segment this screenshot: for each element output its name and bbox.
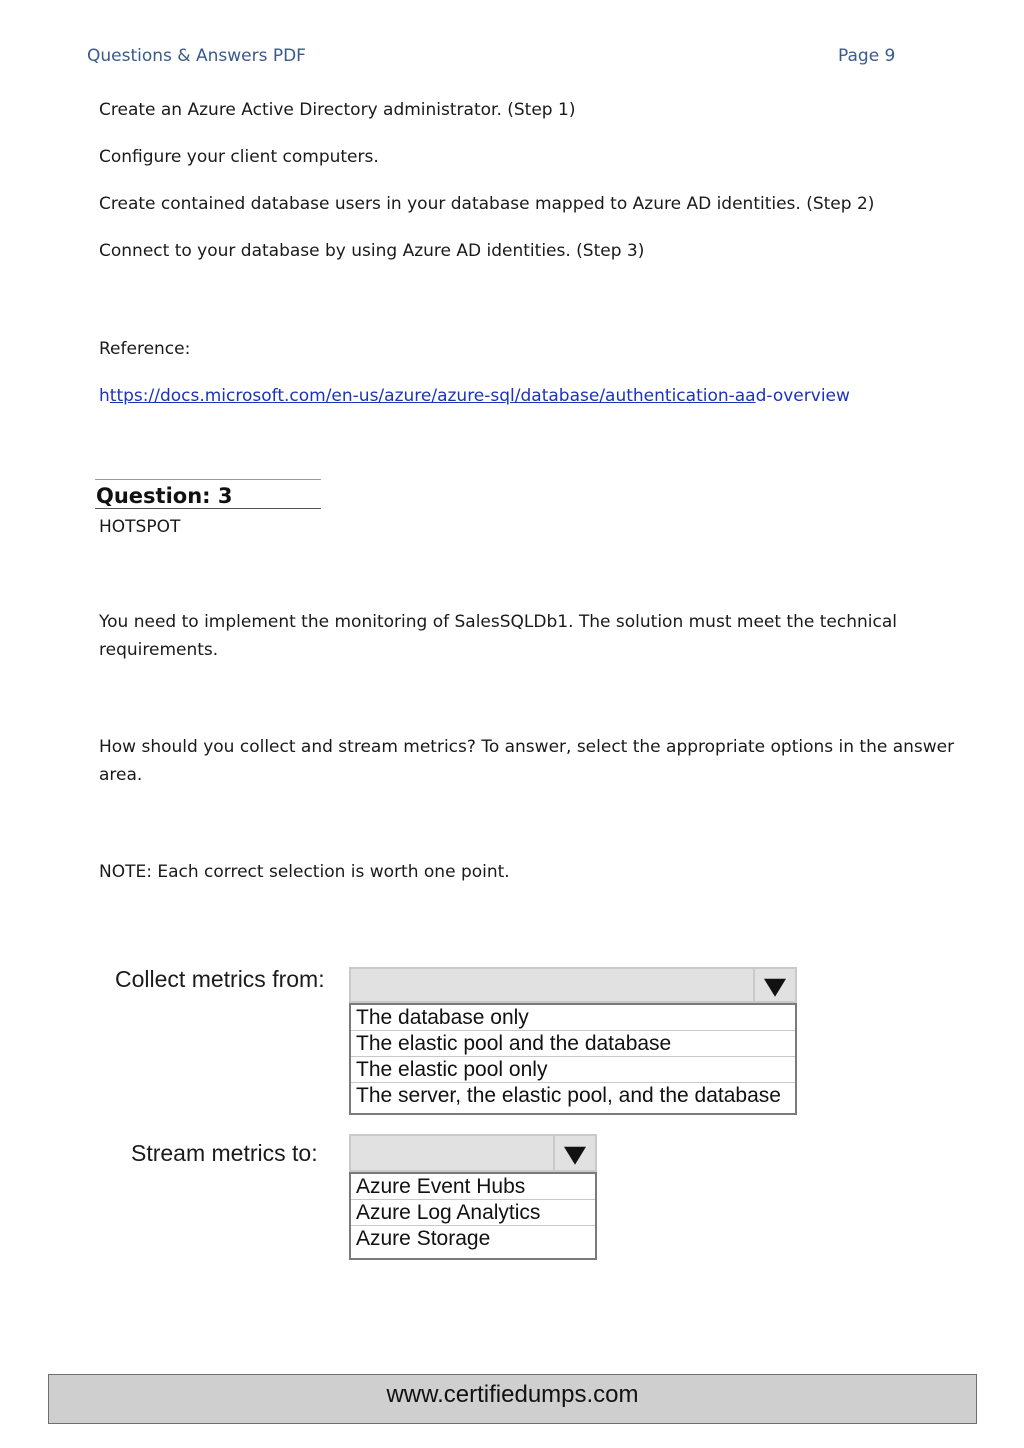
link-suffix: d-overview — [755, 386, 850, 406]
step-1: Create an Azure Active Directory administrator. (Step 1) — [99, 100, 576, 120]
step-2: Configure your client computers. — [99, 147, 379, 167]
question-top-rule — [95, 479, 321, 480]
stream-option-storage[interactable]: Azure Storage — [356, 1227, 491, 1250]
page-number: Page 9 — [838, 46, 896, 66]
stream-options-list — [349, 1172, 597, 1260]
question-title: Question: 3 — [96, 484, 233, 508]
collect-options-list — [349, 1003, 797, 1115]
link-prefix: h — [99, 386, 110, 406]
link-underlined: ttps://docs.microsoft.com/en-us/azure/azure-sql/database/authentication-aa — [109, 386, 756, 406]
collect-option-database-only[interactable]: The database only — [351, 1005, 795, 1031]
footer-site: www.certifiedumps.com — [386, 1381, 639, 1408]
step-4: Connect to your database by using Azure AD identities. (Step 3) — [99, 241, 645, 261]
collect-option-server-pool-database[interactable]: The server, the elastic pool, and the database — [356, 1084, 781, 1107]
reference-link[interactable] — [99, 382, 850, 410]
triangle-down-icon — [764, 979, 786, 997]
footer-banner — [48, 1374, 977, 1424]
stream-dropdown[interactable] — [349, 1134, 597, 1172]
question-type: HOTSPOT — [99, 517, 181, 537]
collect-label: Collect metrics from: — [115, 966, 325, 992]
question-paragraph-2: How should you collect and stream metrics? To answer, select the appropriate options in the answer area. — [99, 737, 955, 785]
stream-option-event-hubs[interactable]: Azure Event Hubs — [351, 1174, 595, 1200]
triangle-down-icon — [564, 1147, 586, 1165]
stream-dropdown-arrow[interactable] — [553, 1136, 595, 1170]
header-title: Questions & Answers PDF — [87, 46, 306, 66]
collect-option-elastic-pool-and-database[interactable]: The elastic pool and the database — [351, 1031, 795, 1057]
question-bottom-rule — [95, 508, 321, 509]
step-3: Create contained database users in your database mapped to Azure AD identities. (Step 2) — [99, 194, 875, 214]
collect-option-elastic-pool-only[interactable]: The elastic pool only — [351, 1057, 795, 1083]
reference-url[interactable] — [99, 386, 850, 406]
stream-option-log-analytics[interactable]: Azure Log Analytics — [351, 1200, 595, 1226]
collect-dropdown[interactable] — [349, 967, 797, 1003]
question-note: NOTE: Each correct selection is worth one point. — [99, 862, 510, 882]
question-paragraph-1: You need to implement the monitoring of SalesSQLDb1. The solution must meet the technical requirements. — [99, 612, 897, 660]
stream-label: Stream metrics to: — [131, 1140, 318, 1166]
reference-label: Reference: — [99, 339, 191, 359]
collect-dropdown-arrow[interactable] — [753, 969, 795, 1001]
